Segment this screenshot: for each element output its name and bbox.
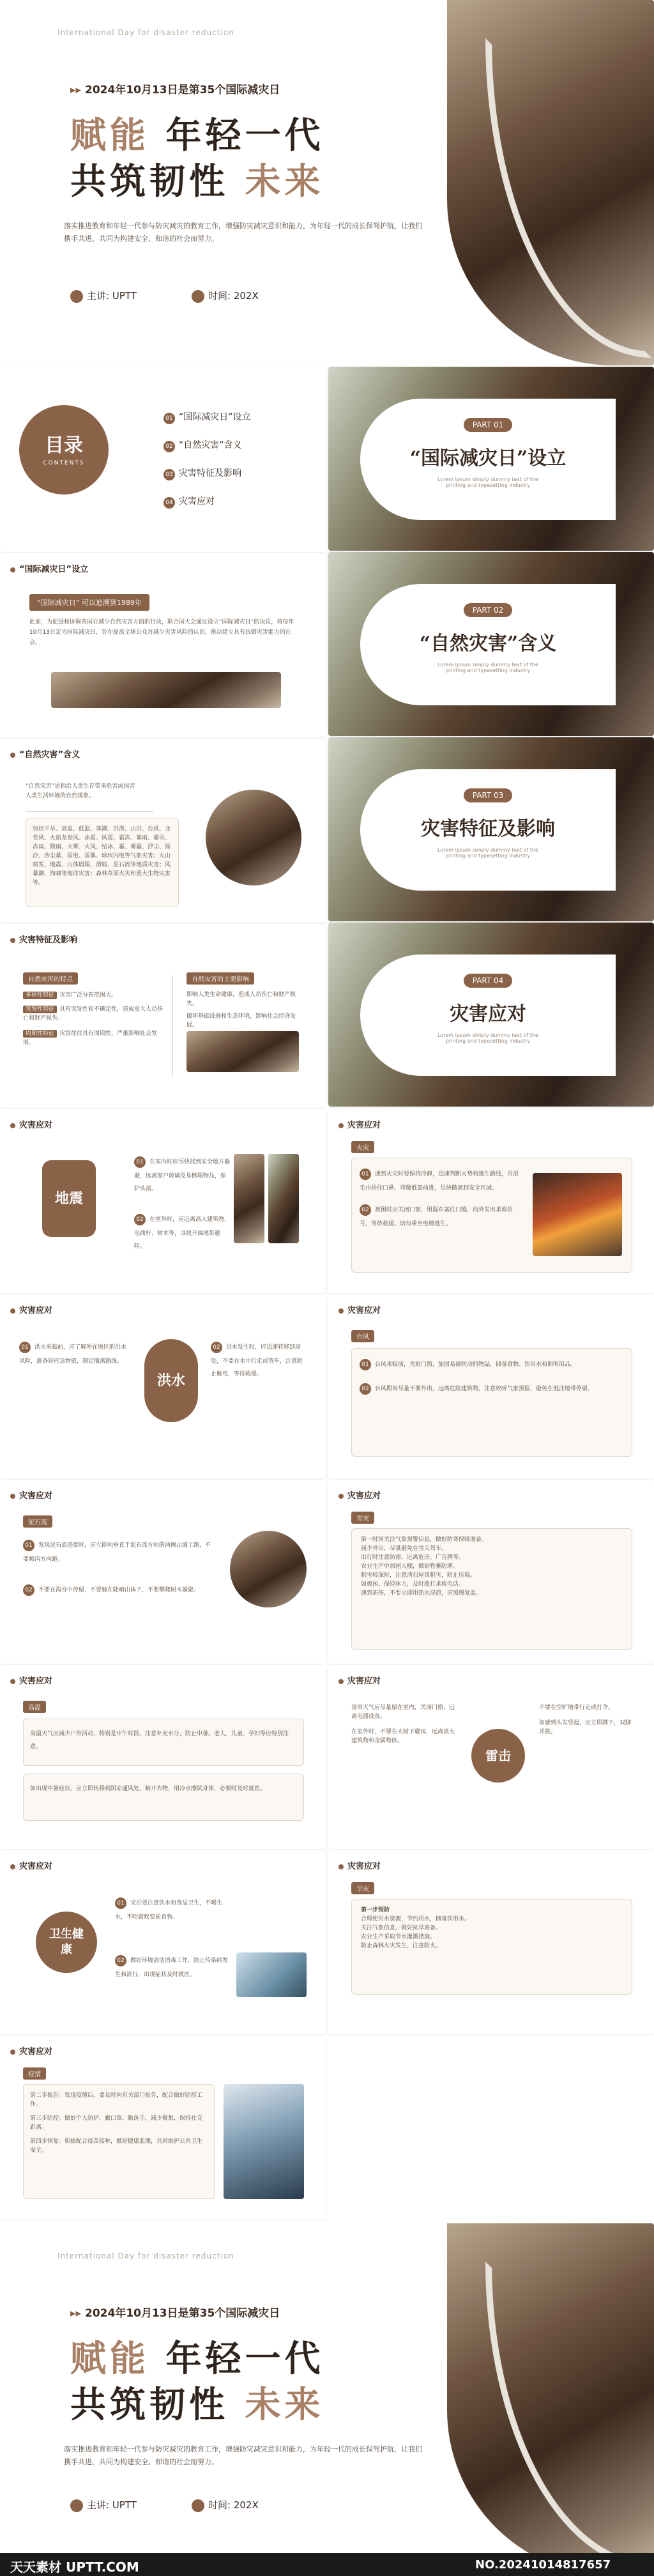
fire-photo [533, 1173, 622, 1256]
landslide-photo [230, 1531, 307, 1607]
part-04-card [360, 954, 616, 1076]
time-text: 时间: 202X [208, 290, 259, 302]
landslide-p2-text: 不要在沟谷中停留，不要躲在陡峭山体下，不要攀爬树木躲避。 [38, 1587, 200, 1593]
s3-left-key: 多样性特征 [23, 992, 57, 999]
s3-right-item: 影响人类生命健康，造成人员伤亡和财产损失。 [186, 992, 296, 1007]
s3-vdivider [172, 975, 173, 1077]
thunder-right-item: 不要在空旷地带行走或打伞。 [539, 1705, 614, 1711]
heat-head: 灾害应对 [10, 1674, 52, 1686]
thunder-left-item: 雷雨天气应尽量留在室内，关闭门窗，远离电器设备。 [351, 1705, 455, 1720]
part-03-title: 灾害特征及影响 [421, 818, 555, 840]
quake-photo-2 [268, 1154, 299, 1243]
drought-item: 合理使用水资源，节约用水，储备饮用水。 [361, 1916, 471, 1922]
s3-slide [0, 924, 326, 1108]
landslide-p2 [23, 1582, 215, 1596]
snow-item: 农业生产中加固大棚，做好牲畜防寒。 [361, 1563, 459, 1570]
s3-right-tag: 自然灾害的主要影响 [186, 972, 254, 985]
part-01-card [360, 399, 616, 520]
s3-left-val: 灾害往往具有周期性，严重影响社会发展。 [23, 1031, 158, 1046]
fire-p2-text: 被困时应关闭门窗，用湿布塞住门缝，向外发出求救信号，等待救援。切勿乘坐电梯逃生。 [360, 1207, 513, 1227]
health-label: 卫生健康 [36, 1912, 97, 1973]
heat-tag: 高温 [23, 1701, 46, 1713]
time-text-bottom: 时间: 202X [208, 2499, 259, 2511]
clock-icon [192, 290, 204, 303]
typhoon-tag: 台风 [351, 1330, 374, 1342]
speaker-text: 主讲: UPTT [87, 290, 137, 302]
landslide-slide [0, 1480, 326, 1664]
hero-time-bottom [192, 2498, 259, 2512]
typhoon-p2 [360, 1381, 624, 1395]
part-03-sub: Lorem ipsum simply dummy text of the printing and typesetting industry [437, 847, 538, 859]
hero-date-line: ▸▸ 2024年10月13日是第35个国际减灾日 [70, 84, 280, 96]
thunder-left [351, 1703, 460, 1745]
fire-head: 灾害应对 [338, 1118, 381, 1130]
epidemic-p2: 第三步防控：做好个人防护，戴口罩、勤洗手，减少聚集，保持社交距离。 [30, 2115, 203, 2131]
drought-tag: 旱灾 [351, 1882, 374, 1894]
part-02-tag: PART 02 [464, 603, 513, 617]
toc-num-02: 02 [164, 441, 175, 452]
health-photo [236, 1952, 307, 1997]
typhoon-p2-text: 台风期间尽量不要外出，远离危险建筑物，注意收听气象预报，避免在低洼地带停留。 [375, 1386, 594, 1392]
flood-p2-text: 洪水发生时，应迅速转移到高处，不要在水中行走或驾车，注意防止触电，等待救援。 [211, 1344, 303, 1377]
fire-num-2: 02 [360, 1204, 371, 1216]
flood-head: 灾害应对 [10, 1303, 52, 1315]
typhoon-p1-text: 台风来临前，关好门窗，加固易被吹动的物品，储备食物、饮用水和照明用品。 [375, 1361, 577, 1368]
part-03-card [360, 769, 616, 891]
s2-quote: “自然灾害”是指给人类生存带来危害或损害人类生活环境的自然现象。 [26, 783, 135, 799]
toc-item-01[interactable] [164, 410, 251, 424]
hero-date-text-bottom: 2024年10月13日是第35个国际减灾日 [85, 2307, 280, 2320]
user-icon [70, 290, 83, 303]
flood-slide [0, 1294, 326, 1478]
footer-right: NO.20241014817657 [475, 2558, 611, 2572]
hero-slide [0, 0, 654, 365]
thunder-label: 雷击 [471, 1729, 525, 1782]
snow-tag: 雪灾 [351, 1512, 374, 1524]
snow-item: 如被困，保持体力，及时拨打求救电话。 [361, 1581, 465, 1588]
s1-head: “国际减灾日”设立 [10, 562, 88, 574]
epidemic-p1: 第二步报告：发现疫情后，要及时向有关部门报告，配合做好防控工作。 [30, 2092, 203, 2108]
part-02-title: “自然灾害”含义 [419, 632, 557, 655]
quake-photo-1 [234, 1154, 264, 1243]
flood-p2 [211, 1339, 307, 1379]
epidemic-p3: 第四步恢复：积极配合疫苗接种，做好健康监测，共同维护公共卫生安全。 [30, 2138, 203, 2154]
health-head: 灾害应对 [10, 1859, 52, 1871]
flood-p1-text: 洪水来临前，应了解所在地区的洪水风险，准备好应急物资，制定撤离路线。 [19, 1344, 127, 1365]
s3-left-list [23, 990, 164, 1047]
snow-item: 遇到冻伤，不要立即用热水浸泡，应缓慢复温。 [361, 1590, 482, 1597]
health-num-1: 01 [115, 1897, 126, 1909]
hero-title-line1-bottom [70, 2331, 324, 2382]
hero-title-1b-bottom: 年轻一代 [165, 2338, 324, 2380]
toc-num-01: 01 [164, 413, 175, 424]
toc-num-04: 04 [164, 497, 175, 509]
toc-label-02: “自然灾害”含义 [179, 440, 242, 450]
toc-title: 目录 [45, 434, 83, 457]
typhoon-num-1: 01 [360, 1359, 371, 1370]
toc-item-04[interactable] [164, 494, 251, 509]
s3-left-key: 突发性特征 [23, 1006, 57, 1013]
part-01-tag: PART 01 [464, 418, 513, 432]
drought-head: 灾害应对 [338, 1859, 381, 1871]
toc-list [164, 410, 251, 509]
toc-slide [0, 367, 326, 552]
epidemic-tag: 疫情 [23, 2067, 46, 2080]
flood-label: 洪水 [144, 1339, 198, 1422]
landslide-num-1: 01 [23, 1540, 34, 1551]
s3-left-item [23, 1029, 164, 1047]
snow-item: 出行时注意防滑，远离危房、广告牌等。 [361, 1554, 465, 1561]
hero-title-line2-bottom [70, 2377, 324, 2428]
s1-body: 此前，为促进和协调各国在减少自然灾害方面的行动，联合国大会通过设立“国际减灾日”的决议，将每年10月13日定为国际减灾日，旨在提高全球公众对减少灾害风险的认识，推动建立具有抗御灾害能力的社会。 [29, 619, 294, 646]
part-02-sub: Lorem ipsum simply dummy text of the printing and typesetting industry [437, 662, 538, 673]
hero-intro: 落实推进教育和年轻一代参与防灾减灾的教育工作，增强防灾减灾意识和能力，为年轻一代的成长保驾护航，让我们携手共进，共同为构建安全、和谐的社会而努力。 [64, 222, 422, 243]
part-04-tag: PART 04 [464, 974, 513, 988]
s3-left-item [23, 990, 164, 999]
s3-left-item [23, 1005, 164, 1023]
fire-tag: 火灾 [351, 1141, 374, 1153]
fire-slide [328, 1109, 654, 1293]
flood-num-2: 02 [211, 1342, 222, 1353]
snow-card [351, 1528, 632, 1650]
typhoon-head: 灾害应对 [338, 1303, 381, 1315]
s3-right-list [186, 990, 301, 1030]
heat-p2: 如出现中暑症状，应立即转移到阴凉通风处，解开衣物，用冷水擦拭身体，必要时及时就医。 [30, 1786, 266, 1792]
snow-slide [328, 1480, 654, 1664]
landslide-tag: 泥石流 [23, 1515, 52, 1528]
quake-p1-text: 在室内时应尽快找到安全地方躲避，远离窗户玻璃及易倒塌物品，保护头部。 [134, 1159, 231, 1192]
epidemic-photo [224, 2084, 304, 2199]
hero-title-1b: 年轻一代 [165, 114, 324, 157]
heat-p1: 高温天气应减少户外活动，特别是中午时段，注意补充水分，防止中暑。老人、儿童、孕妇等应特别注意。 [30, 1731, 289, 1750]
quake-p2-text: 在室外时，应远离高大建筑物、电线杆、树木等，寻找开阔地带避险。 [134, 1216, 231, 1250]
snow-item: 减少外出，尽量避免在雪天驾车。 [361, 1545, 448, 1552]
quake-label: 地震 [42, 1160, 96, 1237]
epidemic-card [23, 2084, 215, 2199]
hero-date-line-bottom: ▸▸ 2024年10月13日是第35个国际减灾日 [70, 2307, 280, 2320]
s3-head: 灾害特征及影响 [10, 933, 77, 945]
hero-subtitle-en: International Day for disaster reduction [57, 28, 234, 37]
quake-p2 [134, 1211, 230, 1251]
thunder-right-item: 如感到头发竖起，应立即蹲下，双脚并拢。 [539, 1720, 632, 1735]
hero-title-2a: 共筑韧性 [70, 160, 229, 203]
health-p2-text: 做好环境清洁消毒工作，防止传染病发生和流行，出现症状及时就医。 [115, 1958, 229, 1978]
hero-subtitle-en-bottom: International Day for disaster reduction [57, 2251, 234, 2260]
hero-title-1a-bottom: 赋能 [70, 2338, 149, 2380]
health-p2 [115, 1952, 230, 1979]
fire-num-1: 01 [360, 1169, 371, 1180]
quake-num-2: 02 [134, 1214, 146, 1225]
toc-item-03[interactable] [164, 466, 251, 480]
footer-left: 天天素材 UPTT.COM [10, 2559, 139, 2575]
landslide-num-2: 02 [23, 1584, 34, 1596]
drought-slide [328, 1850, 654, 2034]
drought-item: 农业生产采取节水灌溉措施。 [361, 1934, 436, 1940]
landslide-head: 灾害应对 [10, 1489, 52, 1501]
thunder-left-item: 在室外时，不要在大树下避雨，远离高大建筑物和金属物体。 [351, 1729, 455, 1744]
health-slide [0, 1850, 326, 2034]
part-02-slide [328, 552, 654, 736]
epidemic-slide [0, 2035, 326, 2220]
hero-title-line2 [70, 153, 324, 204]
health-num-2: 02 [115, 1955, 126, 1966]
part-04-title: 灾害应对 [450, 1003, 526, 1025]
toc-label-04: 灾害应对 [179, 496, 215, 507]
part-03-tag: PART 03 [464, 788, 513, 802]
landslide-p1 [23, 1537, 215, 1564]
quake-slide [0, 1109, 326, 1293]
s1-photo [51, 672, 281, 708]
epidemic-head: 灾害应对 [10, 2044, 52, 2057]
s3-photo [186, 1031, 299, 1072]
landslide-p1-text: 发现泥石流迹象时，应立即向垂直于泥石流方向的两侧山坡上跑，不要顺沟方向跑。 [23, 1542, 211, 1563]
flood-num-1: 01 [19, 1342, 31, 1353]
s2-head: “自然灾害”含义 [10, 747, 80, 760]
clock-icon [192, 2499, 204, 2512]
quake-p1 [134, 1154, 230, 1193]
thunder-head: 灾害应对 [338, 1674, 381, 1686]
hero-title-1a: 赋能 [70, 114, 149, 157]
fire-p1-text: 遇到火灾时要保持冷静，迅速判断火势和逃生路线，用湿毛巾捂住口鼻，弯腰低姿前进，尽快撤离到安全区域。 [360, 1171, 519, 1192]
s2-slide [0, 739, 326, 923]
fire-p2 [360, 1202, 519, 1229]
part-01-sub: Lorem ipsum simply dummy text of the printing and typesetting industry [437, 477, 538, 488]
heat-card-2 [23, 1774, 304, 1821]
drought-head2: 第一步预防 [361, 1907, 390, 1913]
hero-time [192, 289, 259, 303]
toc-circle [19, 405, 109, 494]
part-03-slide [328, 737, 654, 921]
typhoon-p1 [360, 1356, 624, 1370]
snow-item: 第一时间关注气象预警信息，做好防寒保暖准备。 [361, 1537, 488, 1543]
hero-slide-bottom [0, 2223, 654, 2576]
part-02-card [360, 584, 616, 705]
hero-title-line1 [70, 107, 324, 158]
health-p1 [115, 1895, 230, 1922]
part-04-slide [328, 923, 654, 1107]
typhoon-card [351, 1348, 632, 1457]
snow-head: 灾害应对 [338, 1489, 381, 1501]
thunder-slide [328, 1665, 654, 1849]
flood-p1 [19, 1339, 128, 1366]
s3-right-item: 破坏基础设施和生态环境，影响社会经济发展。 [186, 1013, 296, 1029]
health-p1-text: 灾后要注意饮水和食品卫生，不喝生水，不吃腐败变质食物。 [115, 1900, 223, 1920]
quake-head: 灾害应对 [10, 1118, 52, 1130]
snow-item: 积雪较深时，注意清扫屋顶积雪，防止压塌。 [361, 1572, 476, 1579]
toc-subtitle: CONTENTS [43, 460, 85, 466]
typhoon-num-2: 02 [360, 1383, 371, 1395]
s2-divider [26, 811, 153, 812]
hero-date-text: 2024年10月13日是第35个国际减灾日 [85, 84, 280, 96]
speaker-text-bottom: 主讲: UPTT [87, 2499, 137, 2511]
heat-card-1 [23, 1719, 304, 1766]
part-04-sub: Lorem ipsum simply dummy text of the printing and typesetting industry [437, 1032, 538, 1044]
hero-speaker-bottom [70, 2498, 137, 2512]
s1-slide [0, 553, 326, 737]
hero-title-2b-bottom: 未来 [245, 2384, 324, 2426]
s3-left-val: 具有突发性和不确定性，造成重大人员伤亡和财产损失。 [23, 1006, 164, 1022]
fire-p1 [360, 1166, 519, 1193]
drought-card [351, 1899, 632, 1995]
drought-item: 关注气象信息，做好抗旱准备。 [361, 1925, 442, 1931]
part-01-title: “国际减灾日”设立 [409, 447, 567, 470]
hero-intro-bottom: 落实推进教育和年轻一代参与防灾减灾的教育工作，增强防灾减灾意识和能力，为年轻一代的成长保驾护航，让我们携手共进，共同为构建安全、和谐的社会而努力。 [64, 2445, 422, 2466]
hero-title-2b: 未来 [245, 160, 324, 203]
s2-body: 包括干旱、高温、低温、寒潮、洪涝、山洪、台风、龙卷风、火焰龙卷风、冰雹、风雹、霜冻、暴雨、暴雪、冻雨、酸雨、大雾、大风、结冰、霾、雾霾、浮尘、扬沙、沙尘暴、雷电、雷暴、球状闪电等气象灾害；火山喷发、地震、山体崩塌、滑坡、泥石流等地质灾害；风暴潮、海啸等海洋灾害；森林草原火灾和重大生物灾害等。 [33, 826, 171, 886]
typhoon-slide [328, 1294, 654, 1478]
toc-label-03: 灾害特征及影响 [179, 468, 241, 479]
heat-slide [0, 1665, 326, 1849]
hero-speaker [70, 289, 137, 303]
s1-highlight: “国际减灾日” 可以追溯到1989年 [29, 594, 149, 611]
thunder-right [539, 1703, 635, 1736]
hero-title-2a-bottom: 共筑韧性 [70, 2384, 229, 2426]
s3-left-tag: 自然灾害的特点 [23, 972, 78, 985]
s2-photo [206, 790, 301, 885]
quake-num-1: 01 [134, 1156, 146, 1168]
drought-item: 防止森林火灾发生，注意防火。 [361, 1943, 442, 1949]
toc-item-02[interactable] [164, 438, 251, 452]
s3-left-key: 周期性特征 [23, 1030, 57, 1038]
part-01-slide [328, 367, 654, 551]
user-icon [70, 2499, 83, 2512]
s3-left-val: 灾害广泛分布范围大。 [59, 992, 118, 999]
s2-card [26, 818, 179, 907]
toc-num-03: 03 [164, 469, 175, 480]
toc-label-01: “国际减灾日”设立 [179, 412, 251, 422]
